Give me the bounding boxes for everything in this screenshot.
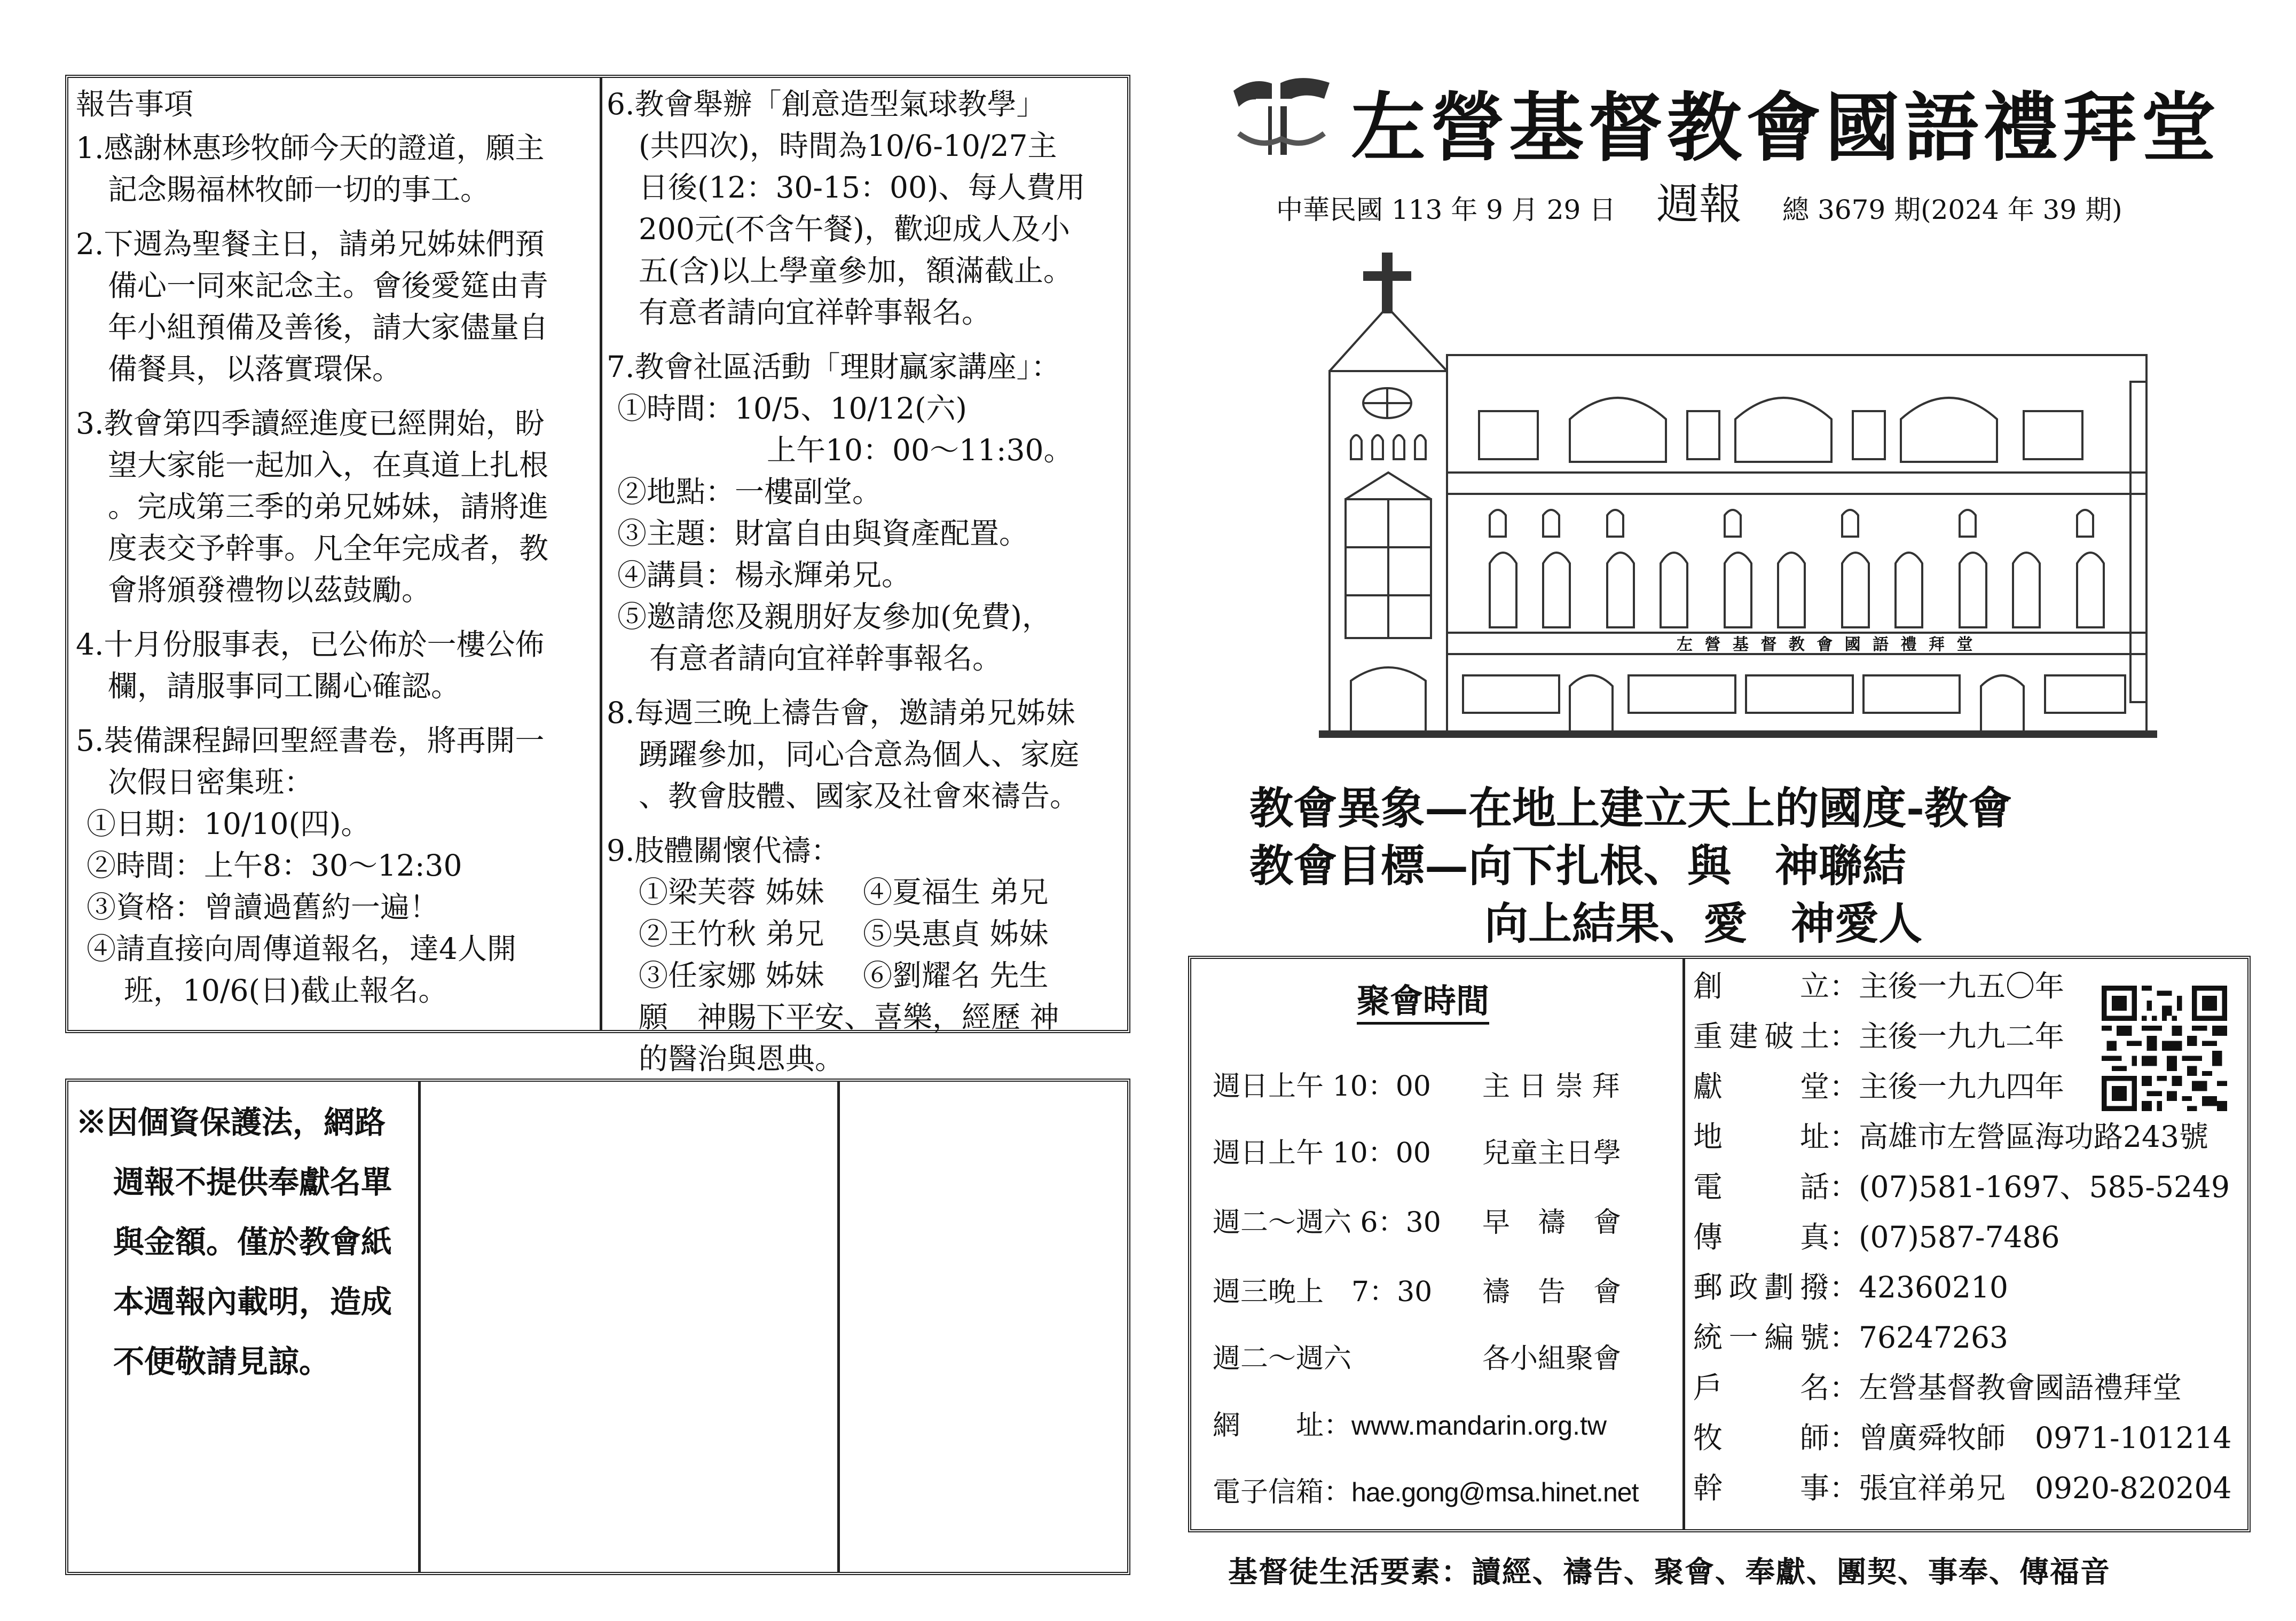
announcement-line: 2.下週為聖餐主日，請弟兄姊妹們預 <box>76 227 545 261</box>
info-row: 獻堂：主後一九九四年 <box>1693 1066 2064 1107</box>
schedule-time: 週日上午 10：00 <box>1213 1071 1431 1103</box>
info-label: 獻堂 <box>1693 1069 1829 1104</box>
offering-blank-col-2 <box>421 1082 837 1572</box>
announcement-line: 上午10：00～11:30。 <box>767 433 1073 467</box>
church-info <box>1685 959 2246 1529</box>
announcement-line: 1.感謝林惠珍牧師今天的證道，願主 <box>76 131 545 165</box>
announcement-line: 9.肢體關懷代禱： <box>607 833 840 868</box>
announcement-line: 願 神賜下平安、喜樂，經歷 神 <box>639 1000 1059 1034</box>
info-value: (07)587-7486 <box>1859 1220 2060 1254</box>
info-row: 電話：(07)581-1697、585-5249 <box>1693 1166 2230 1208</box>
notice-line: 不便敬請見諒。 <box>113 1343 331 1380</box>
email-row <box>1213 1472 1639 1513</box>
info-label: 重建破土 <box>1693 1019 1829 1053</box>
announcement-line: 4.十月份服事表，已公佈於一樓公佈 <box>76 627 545 662</box>
info-label: 統一編號 <box>1693 1320 1829 1355</box>
announcement-line: 有意者請向宜祥幹事報名。 <box>639 295 992 329</box>
announcement-line: 會將頒發禮物以茲鼓勵。 <box>108 573 431 607</box>
announcement-line: 備心一同來記念主。會後愛筵由青 <box>108 269 549 303</box>
info-value: (07)581-1697、585-5249 <box>1859 1170 2230 1204</box>
church-building-illustration <box>1319 248 2157 739</box>
announcement-line: 五(含)以上學童參加，額滿截止。 <box>639 254 1073 288</box>
announcements-heading: 報告事項 <box>76 87 194 121</box>
announcement-item-9 <box>607 830 1123 1080</box>
announcement-line: ④請直接向周傳道報名，達4人開 <box>87 932 516 966</box>
schedule-event: 各小組聚會 <box>1482 1343 1622 1375</box>
announcement-line: ③主題：財富自由與資產配置。 <box>617 516 1029 550</box>
qr-code-icon[interactable] <box>2102 986 2227 1111</box>
bulletin-label: 週報 <box>1656 179 1742 229</box>
announcement-line: ①時間：10/5、10/12(六) <box>617 391 967 426</box>
info-label: 戶名 <box>1693 1371 1829 1405</box>
schedule-row <box>1213 1271 1622 1313</box>
meeting-schedule <box>1191 959 1682 1529</box>
info-row: 傳真：(07)587-7486 <box>1693 1216 2059 1258</box>
schedule-event: 兒童主日學 <box>1482 1137 1622 1169</box>
announcement-line: 200元(不含午餐)，歡迎成人及小 <box>639 212 1070 246</box>
bulletin-date: 中華民國 113 年 9 月 29 日 <box>1276 194 1616 225</box>
info-value: 張宜祥弟兄 0920-820204 <box>1859 1471 2232 1505</box>
info-value: 主後一九九四年 <box>1859 1069 2065 1104</box>
announcement-item-8 <box>607 692 1123 817</box>
info-row: 統一編號：76247263 <box>1693 1317 2008 1358</box>
website-link[interactable]: www.mandarin.org.tw <box>1351 1411 1607 1441</box>
schedule-row <box>1213 1066 1620 1107</box>
info-value: 主後一九九二年 <box>1859 1019 2065 1053</box>
info-value: 高雄市左營區海功路243號 <box>1859 1120 2208 1154</box>
announcement-line: (共四次)，時間為10/6-10/27主 <box>639 129 1057 163</box>
schedule-time: 週三晚上 7：30 <box>1213 1276 1433 1308</box>
info-row: 地址：高雄市左營區海功路243號 <box>1693 1116 2208 1158</box>
announcement-line: 日後(12：30-15：00)、每人費用 <box>639 170 1086 204</box>
announcement-line: 望大家能一起加入，在真道上扎根 <box>108 448 549 482</box>
info-value: 42360210 <box>1859 1270 2008 1304</box>
announcement-line: 8.每週三晚上禱告會，邀請弟兄姊妹 <box>607 696 1075 730</box>
info-row: 郵政劃撥：42360210 <box>1693 1266 2008 1308</box>
notice-line: ※因個資保護法，網路 <box>76 1104 386 1140</box>
email-link[interactable]: hae.gong@msa.hinet.net <box>1351 1477 1639 1507</box>
announcements-col-1 <box>68 78 600 1030</box>
info-row: 幹事：張宜祥弟兄 0920-820204 <box>1693 1467 2232 1509</box>
schedule-time: 週二～週六 <box>1213 1343 1352 1375</box>
announcement-line: ①日期：10/10(四)。 <box>87 807 371 841</box>
email-label: 電子信箱： <box>1213 1476 1352 1508</box>
info-row: 戶名：左營基督教會國語禮拜堂 <box>1693 1367 2182 1408</box>
announcement-line: 7.教會社區活動「理財贏家講座」： <box>607 350 1060 384</box>
announcement-line: 班，10/6(日)截止報名。 <box>124 973 448 1008</box>
announcement-line: 度表交予幹事。凡全年完成者，教 <box>108 531 549 565</box>
announcement-line: ③資格：曾讀過舊約一遍！ <box>87 890 439 924</box>
announcement-line: 的醫治與恩典。 <box>639 1042 845 1076</box>
announcement-line: ⑤邀請您及親朋好友參加(免費)， <box>617 600 1051 634</box>
website-label: 網 址： <box>1213 1410 1352 1442</box>
announcement-item-4 <box>76 624 592 707</box>
announcement-item-1 <box>76 127 592 210</box>
announcement-line: 年小組預備及善後，請大家儘量自 <box>108 310 549 344</box>
vision-line: 教會異象—在地上建立天上的國度-教會 <box>1249 783 2012 834</box>
christian-life-elements: 基督徒生活要素：讀經、禱告、聚會、奉獻、團契、事奉、傳福音 <box>1228 1554 2111 1589</box>
schedule-event: 主 日 崇 拜 <box>1482 1071 1620 1103</box>
schedule-row <box>1213 1338 1622 1380</box>
schedule-row <box>1213 1202 1622 1244</box>
announcement-item-3 <box>76 403 592 611</box>
info-row: 重建破土：主後一九九二年 <box>1693 1016 2064 1057</box>
announcement-line: ③任家娜 姊妹 ⑥劉耀名 先生 <box>639 958 1049 993</box>
goal-line: 教會目標—向下扎根、與 神聯結 <box>1249 840 1907 892</box>
announcement-line: 記念賜福林牧師一切的事工。 <box>108 172 490 207</box>
info-label: 幹事 <box>1693 1471 1829 1505</box>
announcement-line: 3.教會第四季讀經進度已經開始，盼 <box>76 406 545 440</box>
schedule-event: 禱 告 會 <box>1482 1276 1622 1308</box>
building-sign: 左 營 基 督 教 會 國 語 禮 拜 堂 <box>1677 635 1976 654</box>
info-label: 傳真 <box>1693 1220 1829 1254</box>
info-label: 郵政劃撥 <box>1693 1270 1829 1304</box>
announcement-line: 5.裝備課程歸回聖經書卷，將再開一 <box>76 723 545 758</box>
schedule-time: 週二～週六 6：30 <box>1213 1207 1441 1239</box>
privacy-notice <box>68 1082 418 1572</box>
notice-line: 本週報內載明，造成 <box>113 1284 392 1320</box>
info-label: 電話 <box>1693 1170 1829 1204</box>
announcements-box <box>65 75 1130 1076</box>
website-row <box>1213 1405 1607 1446</box>
announcement-item-6 <box>607 83 1123 333</box>
announcement-line: 踴躍參加，同心合意為個人、家庭 <box>639 737 1080 772</box>
announcement-item-7 <box>607 346 1123 679</box>
schedule-time: 週日上午 10：00 <box>1213 1137 1431 1169</box>
announcement-line: ②王竹秋 弟兄 ⑤吳惠貞 姊妹 <box>639 917 1049 951</box>
info-row: 牧師：曾廣舜牧師 0971-101214 <box>1693 1417 2232 1459</box>
announcements-col-2 <box>602 78 1131 1076</box>
info-label: 創立 <box>1693 969 1829 1003</box>
bulletin-issue: 總 3679 期(2024 年 39 期) <box>1782 194 2122 225</box>
announcement-line: 6.教會舉辦「創意造型氣球教學」 <box>607 87 1046 121</box>
announcement-line: 、教會肢體、國家及社會來禱告。 <box>639 779 1080 813</box>
church-name-title: 左營基督教會國語禮拜堂 <box>1351 84 2221 172</box>
schedule-title: 聚會時間 <box>1357 980 1489 1025</box>
offering-notice-box <box>65 1079 1130 1575</box>
announcement-line: ②時間：上午8：30～12:30 <box>87 848 462 883</box>
info-label: 牧師 <box>1693 1421 1829 1455</box>
announcement-item-2 <box>76 223 592 390</box>
announcement-line: ④講員：楊永輝弟兄。 <box>617 558 911 592</box>
notice-line: 與金額。僅於教會紙 <box>113 1224 392 1260</box>
announcement-line: 次假日密集班： <box>108 765 314 799</box>
schedule-event: 早 禱 會 <box>1482 1207 1622 1239</box>
announcement-line: 備餐具，以落實環保。 <box>108 352 402 386</box>
info-value: 左營基督教會國語禮拜堂 <box>1859 1371 2182 1405</box>
announcement-line: 。完成第三季的弟兄姊妹，請將進 <box>108 490 549 524</box>
bulletin-dateline <box>1276 170 2122 231</box>
info-value: 曾廣舜牧師 0971-101214 <box>1859 1421 2232 1455</box>
info-value: 76247263 <box>1859 1320 2008 1355</box>
church-vision <box>1249 780 2012 953</box>
announcement-line: 有意者請向宜祥幹事報名。 <box>649 641 1002 675</box>
notice-line: 週報不提供奉獻名單 <box>113 1164 392 1200</box>
info-box <box>1188 956 2251 1532</box>
announcement-line: ②地點：一樓副堂。 <box>617 475 882 509</box>
info-label: 地址 <box>1693 1120 1829 1154</box>
info-row: 創立：主後一九五〇年 <box>1693 965 2064 1007</box>
goal-line-2: 向上結果、愛 神愛人 <box>1484 898 1923 949</box>
offering-blank-col-3 <box>840 1082 1128 1572</box>
info-value: 主後一九五〇年 <box>1859 969 2065 1003</box>
church-logo-icon <box>1223 69 1335 160</box>
announcement-line: ①梁芙蓉 姊妹 ④夏福生 弟兄 <box>639 875 1049 909</box>
announcement-item-5 <box>76 720 592 1011</box>
schedule-row <box>1213 1132 1622 1174</box>
announcement-line: 欄，請服事同工關心確認。 <box>108 669 461 703</box>
